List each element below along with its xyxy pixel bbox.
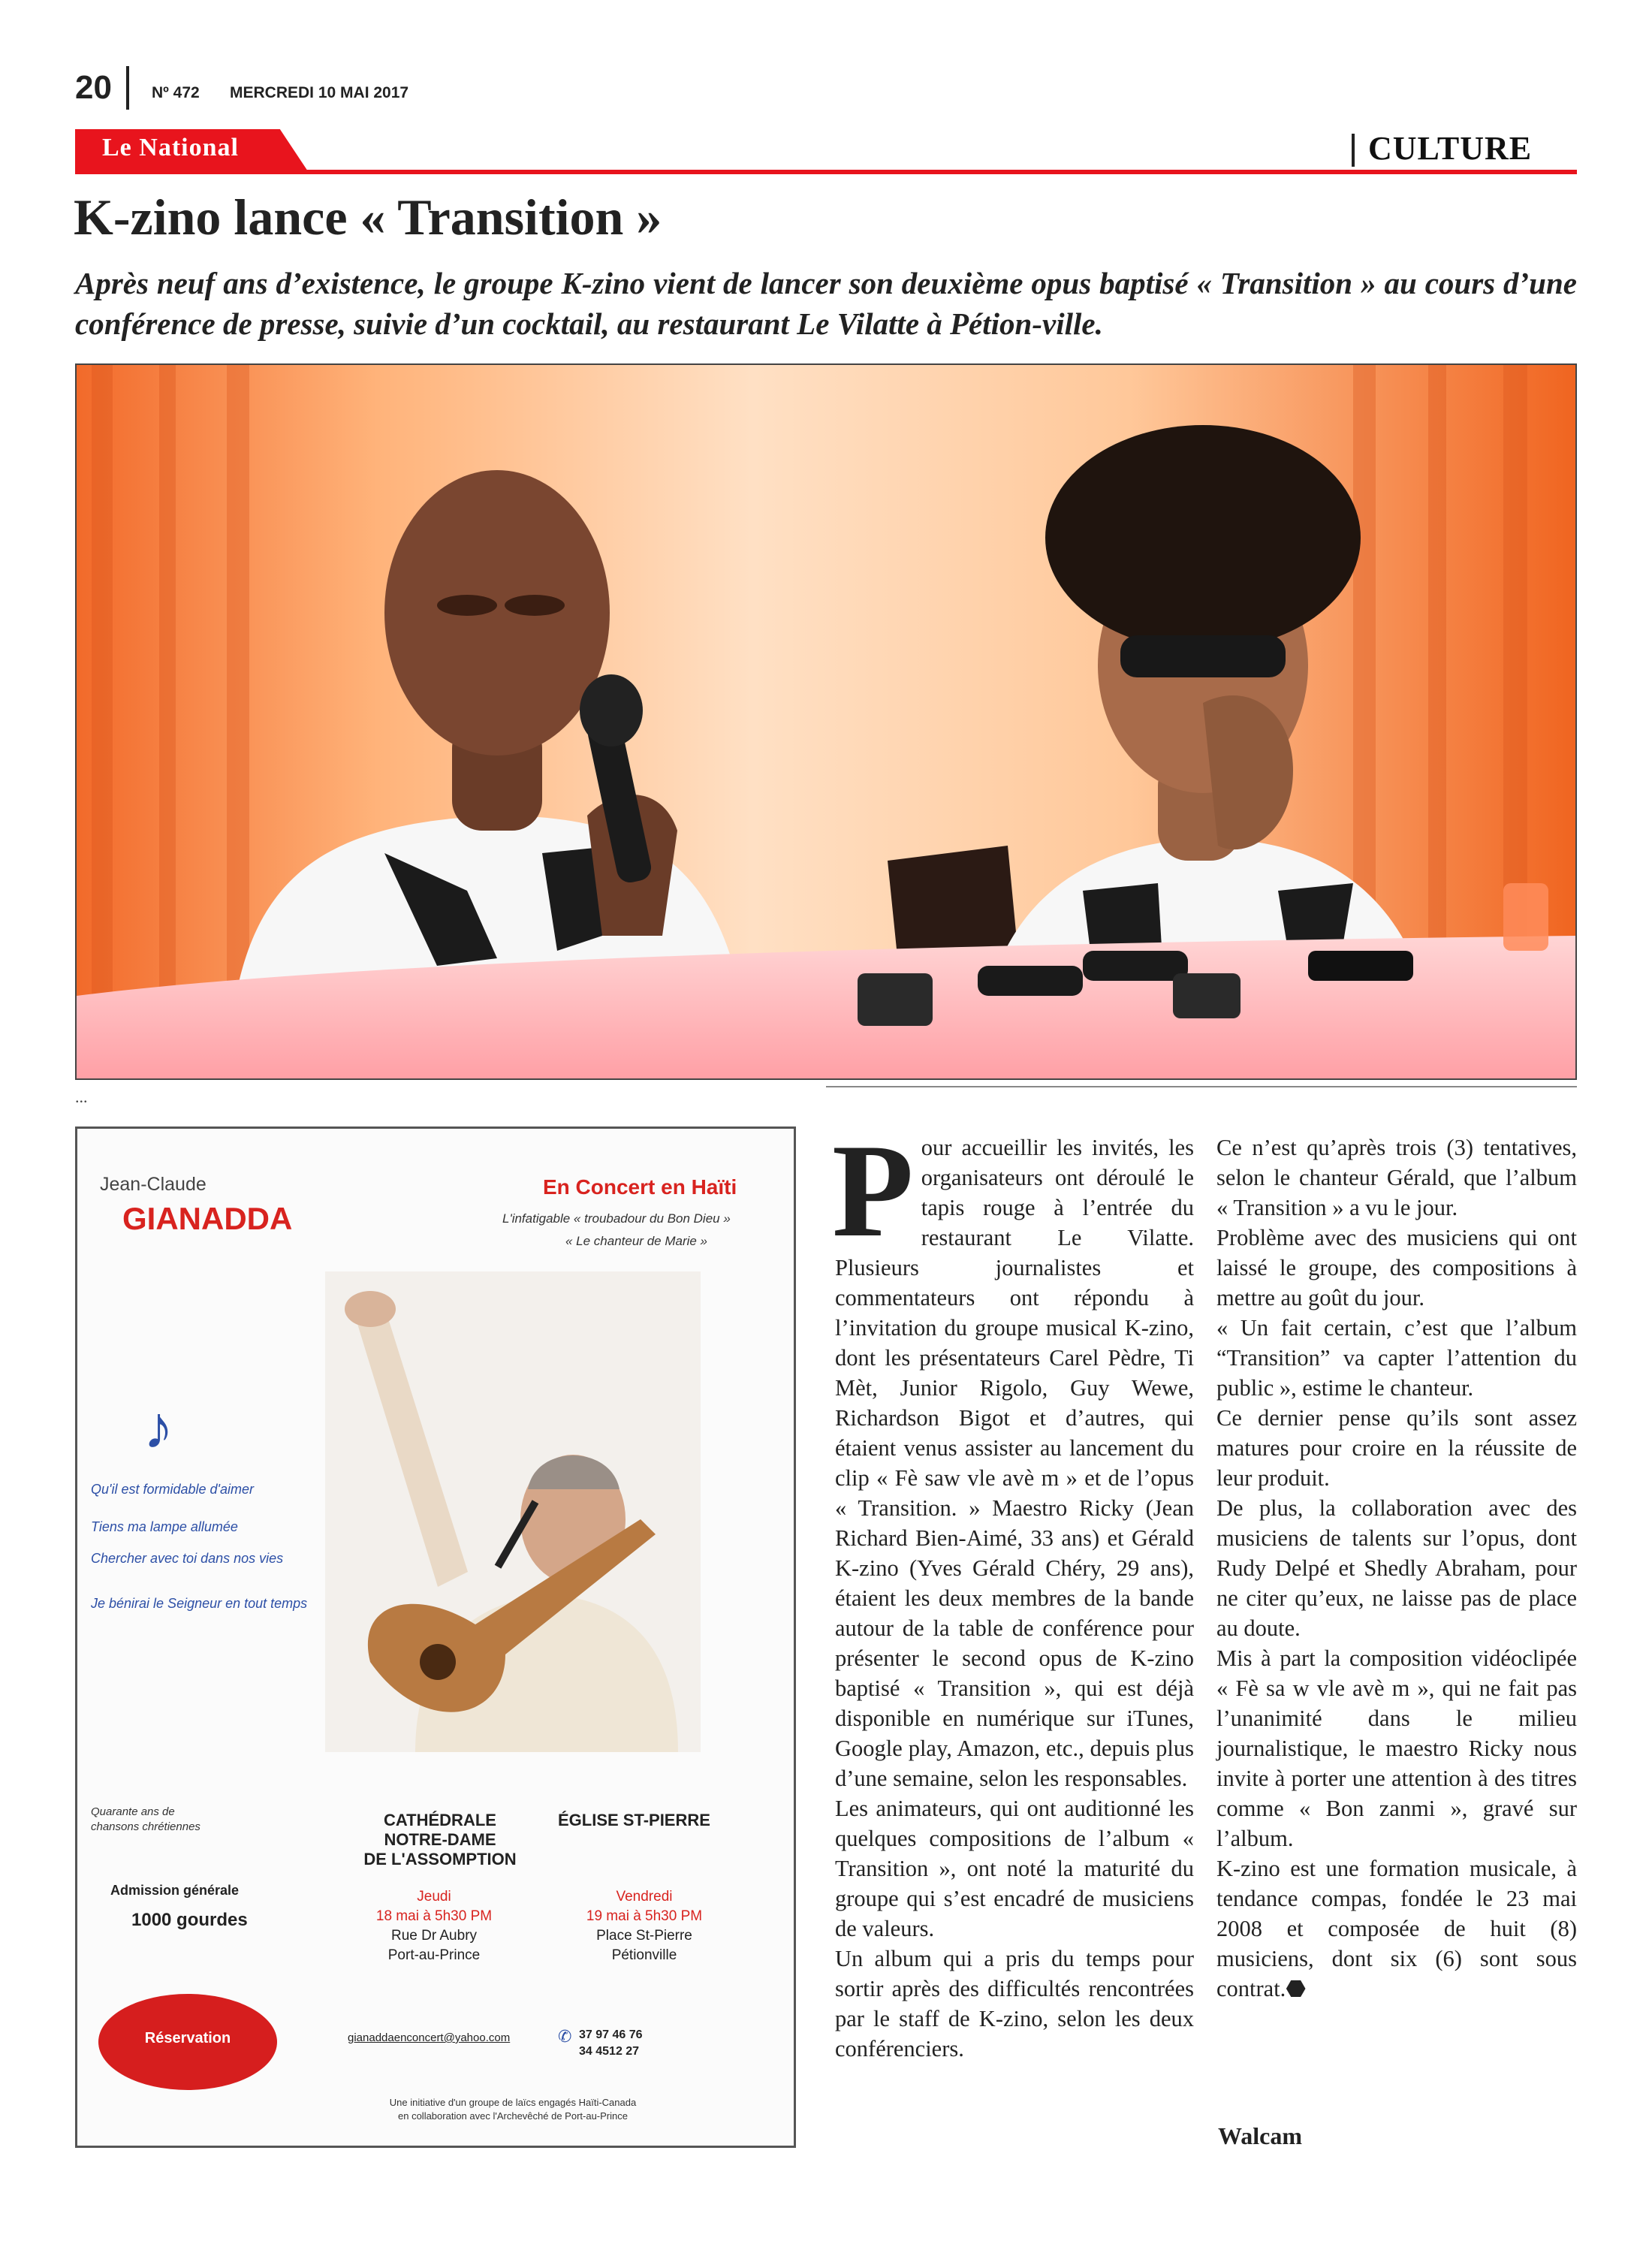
guitarist-photo [325,1271,701,1752]
ad-concert-title: En Concert en Haïti [543,1175,737,1199]
header-rule [75,170,1577,174]
phone-icon: ✆ [558,2027,572,2046]
article-paragraph: « Un fait certain, c’est que l’album “Transition” va capter l’attention du public », estime le chanteur. [1216,1315,1577,1401]
ad-song: Je bénirai le Seigneur en tout temps [91,1596,308,1611]
reservation-label: Réservation [144,2030,231,2046]
ad-phones: 37 97 46 76 34 4512 27 [579,2028,643,2058]
photo-illustration [77,365,1577,1080]
article-column-2 [1216,1133,1577,2004]
ad-song: Tiens ma lampe allumée [91,1519,238,1534]
article-paragraph: Les animateurs, qui ont auditionné les quelques compositions de l’album « Transition », ont noté la maturité du groupe qui s’est encadré de musiciens de valeurs. [835,1796,1194,1941]
ad-admission-price: 1000 gourdes [131,1910,248,1930]
photo-caption: ... [75,1087,88,1106]
ad-first-name: Jean-Claude [100,1174,206,1195]
article-paragraph: Problème avec des musiciens qui ont laissé le groupe, des compositions à mettre au goût du jour. [1216,1225,1577,1310]
section-label: CULTURE [1368,130,1533,167]
article-paragraph: Ce n’est qu’après trois (3) tentatives, selon le chanteur Gérald, que l’album « Transition » a vu le jour. [1216,1135,1577,1220]
ad-admission-label: Admission générale [110,1883,240,1898]
ad-email: gianaddaenconcert@yahoo.com [348,2031,511,2044]
ad-tagline: L'infatigable « troubadour du Bon Dieu » [502,1211,731,1226]
article-title: K-zino lance « Transition » [74,189,662,246]
ad-tagline: « Le chanteur de Marie » [565,1234,708,1248]
music-note-icon: ♪ [143,1394,173,1461]
concert-ad-poster [75,1126,796,2148]
section-divider [1352,134,1355,167]
photo-rule [826,1086,1577,1087]
drop-cap: P [832,1116,914,1265]
article-paragraph: Ce dernier pense qu’ils sont assez matures pour croire en la réussite de leur produit. [1216,1405,1577,1491]
issue-date: MERCREDI 10 MAI 2017 [230,84,409,101]
ad-date-2: Vendredi 19 mai à 5h30 PM Place St-Pierre Pétionville [586,1889,703,1963]
ad-footer: Une initiative d'un groupe de laïcs engagés Haïti-Canada en collaboration avec l'Archevêché de Port-au-Prince [389,2097,637,2122]
ad-last-name: GIANADDA [122,1201,293,1236]
newspaper-brand: Le National [102,134,239,161]
press-conference-photo [75,363,1577,1080]
ad-years: Quarante ans de chansons chrétiennes [91,1805,200,1833]
article-paragraph: De plus, la collaboration avec des musiciens de talents sur l’opus, dont Rudy Delpé et Shedly Abraham, pour ne citer qu’eux, ne laisse pas de place au doute. [1216,1495,1577,1641]
page-number-divider [126,66,129,110]
issue-number: Nº 472 [152,84,200,101]
page-number: 20 [75,69,112,106]
article-column-1 [832,1116,1194,2064]
article-author: Walcam [1218,2122,1302,2149]
ad-date-1: Jeudi 18 mai à 5h30 PM Rue Dr Aubry Port-au-Prince [375,1889,493,1963]
article-paragraph: Mis à part la composition vidéoclipée « Fè sa w vle avè m », qui ne fait pas l’unanimité dans le milieu journalistique, le maestro Ricky nous invite à porter une attention à des titres comme « Bon zanmi », gravé sur l’album. [1216,1645,1577,1851]
article-paragraph: K-zino est une formation musicale, à tendance compas, fondée le 23 mai 2008 et composée de huit (8) musiciens, dont six (6) sont sous contrat.⬣ [1216,1856,1577,2001]
article-paragraph: our accueillir les invités, les organisateurs ont déroulé le tapis rouge à l’entrée du restaurant Le Vilatte. Plusieurs journalistes et commentateurs ont répondu à l’invitation du groupe musical K-zino, dont les présentateurs Carel Pèdre, Ti Mèt, Junior Rigolo, Guy Wewe, Richardson Bigot et d’autres, qui étaient venus assister au lancement du clip « Fè saw vle avè m » et de l’opus « Transition. » Maestro Ricky (Jean Richard Bien-Aimé, 33 ans) et Gérald K-zino (Yves Gérald Chéry, 29 ans), étaient les deux membres de la bande autour de la table de conférence pour présenter le second opus de K-zino baptisé « Transition », qui est déjà disponible en numérique sur iTunes, Google play, Amazon, etc., depuis plus d’une semaine, selon les responsables. [835,1135,1194,1791]
ad-song: Qu'il est formidable d'aimer [91,1482,254,1497]
article-lede: Après neuf ans d’existence, le groupe K-zino vient de lancer son deuxième opus baptisé « Transition » au cours d’une conférence de presse, suivie d’un cocktail, au restaurant Le Vilatte à Pétion-ville. [75,266,1577,341]
ad-venue-2: ÉGLISE ST-PIERRE [558,1811,710,1829]
article-paragraph: Un album qui a pris du temps pour sortir après des difficultés rencontrées par le staff de K-zino, selon les deux conférenciers. [835,1946,1194,2061]
ad-venue-1: CATHÉDRALE NOTRE-DAME DE L'ASSOMPTION [363,1811,517,1868]
ad-song: Chercher avec toi dans nos vies [91,1551,284,1566]
end-mark-icon: ⬣ [1286,1976,1306,2001]
